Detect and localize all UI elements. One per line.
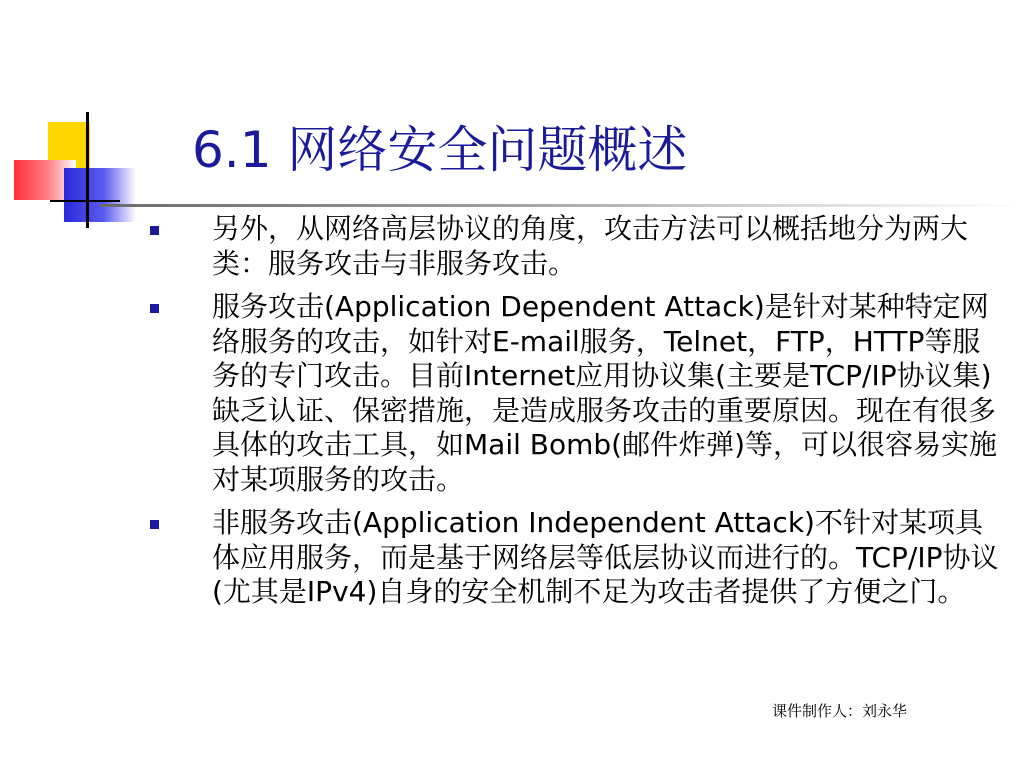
title-underline xyxy=(100,204,1020,207)
logo-vertical-line xyxy=(86,112,89,228)
blue-block xyxy=(64,168,136,222)
logo-horizontal-line xyxy=(50,200,120,202)
square-bullet-icon xyxy=(150,520,159,529)
bullet-text: 另外，从网络高层协议的角度，攻击方法可以概括地分为两大类：服务攻击与非服务攻击。 xyxy=(212,212,969,280)
bullet-text: 服务攻击(Application Dependent Attack)是针对某种特定网络服务的攻击，如针对E-mail服务，Telnet，FTP，HTTP等服务的专门攻击。目前Internet应用协议集(主要是TCP/IP协议集)缺乏认证、保密措施，是造成服务攻击的重要原因。现在有很多具体的攻击工具，如Mail Bomb(邮件炸弹)等，可以很容易实施对某项服务的攻击。 xyxy=(212,290,998,496)
bullet-item xyxy=(150,212,1000,281)
bullet-list xyxy=(150,212,1000,619)
author-footer: 课件制作人：刘永华 xyxy=(772,702,908,720)
bullet-item xyxy=(150,290,1000,497)
slide-title: 6.1 网络安全问题概述 xyxy=(192,121,688,179)
square-bullet-icon xyxy=(150,226,159,235)
square-bullet-icon xyxy=(150,304,159,313)
bullet-text: 非服务攻击(Application Independent Attack)不针对某项具体应用服务，而是基于网络层等低层协议而进行的。TCP/IP协议(尤其是IPv4)自身的安全机制不足为攻击者提供了方便之门。 xyxy=(212,506,999,608)
bullet-item xyxy=(150,506,1000,610)
